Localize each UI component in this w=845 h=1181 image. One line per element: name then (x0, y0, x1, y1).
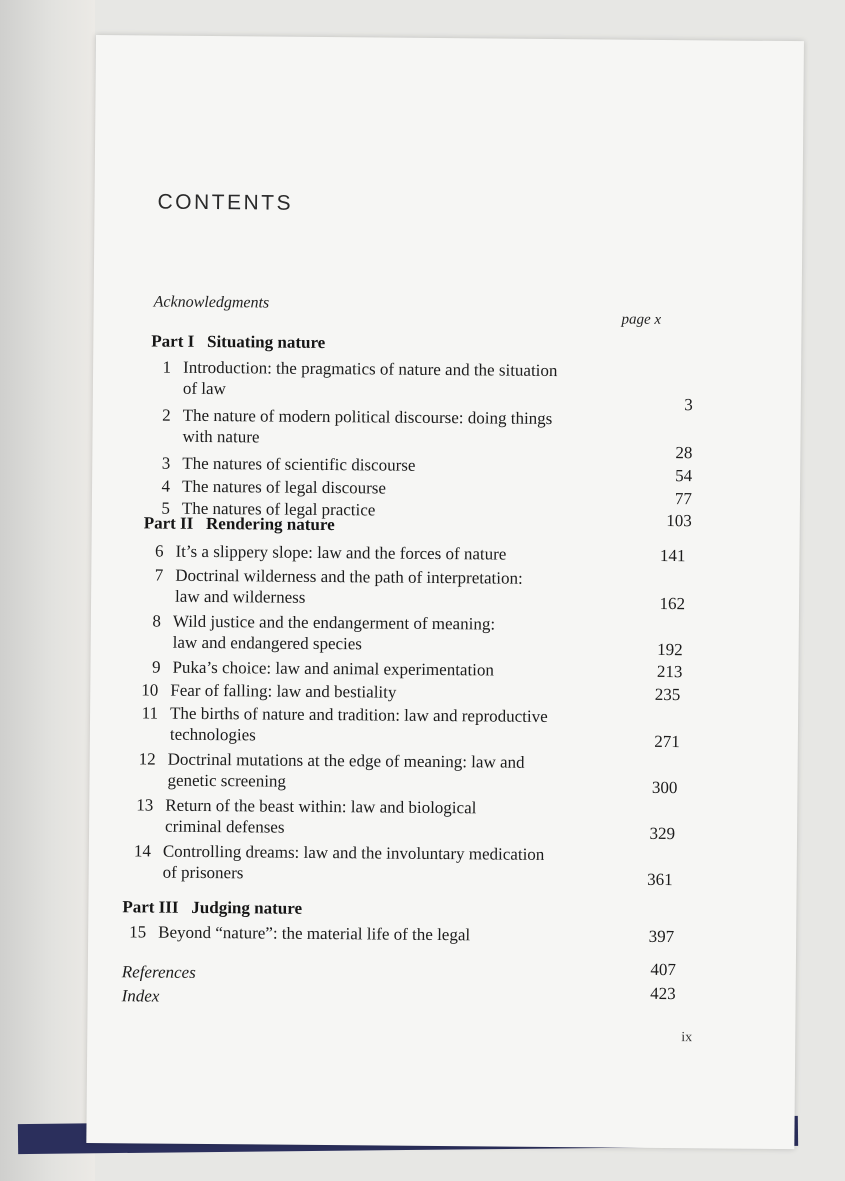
toc-entry (118, 920, 688, 949)
chapter-page: 141 (659, 545, 686, 566)
chapter-page: 235 (654, 684, 681, 705)
part-label: Part II (143, 513, 194, 533)
part-title: Rendering nature (205, 513, 335, 535)
chapter-title-continued: of law (182, 378, 226, 399)
toc-entry (127, 747, 687, 798)
chapter-title-continued: law and endangered species (172, 632, 363, 654)
chapter-page: 77 (674, 489, 693, 509)
chapter-title: The natures of legal practice (181, 498, 376, 520)
chapter-page: 192 (657, 639, 683, 660)
toc-entry (123, 839, 683, 890)
chapter-number: 12 (138, 749, 156, 769)
toc-entry (125, 793, 685, 844)
toc-entry (133, 609, 693, 660)
book-gutter (0, 0, 95, 1181)
chapter-title-continued: law and wilderness (175, 586, 306, 607)
chapter-page: 213 (656, 661, 683, 682)
chapter-page: 300 (651, 777, 678, 798)
chapter-number: 1 (162, 357, 172, 377)
references-page: 407 (650, 959, 676, 980)
chapter-title: Wild justice and the endangerment of meaning: (172, 611, 496, 634)
chapter-title: Beyond “nature”: the material life of the legal (158, 922, 471, 945)
chapter-title-continued: genetic screening (167, 770, 287, 791)
part-heading (122, 897, 302, 919)
chapter-title: The births of nature and tradition: law and reproductive (170, 703, 548, 726)
index-label: Index (121, 986, 160, 1006)
chapter-number: 6 (154, 541, 164, 561)
index-page: 423 (650, 983, 676, 1004)
chapter-page: 397 (648, 926, 675, 947)
chapter-title: The nature of modern political discourse: doing things (182, 405, 553, 428)
chapter-number: 8 (152, 611, 161, 631)
chapter-number: 5 (161, 498, 170, 518)
chapter-page: 361 (647, 869, 673, 890)
chapter-page: 103 (666, 510, 692, 531)
chapter-page: 162 (659, 593, 686, 614)
chapter-number: 15 (129, 922, 147, 942)
part-heading (151, 331, 325, 353)
chapter-number: 13 (136, 795, 154, 815)
acknowledgments-label: Acknowledgments (153, 293, 270, 312)
chapter-number: 4 (161, 476, 171, 496)
chapter-number: 10 (141, 680, 159, 700)
chapter-title: Controlling dreams: law and the involuntary medication (162, 841, 545, 864)
chapter-title: Fear of falling: law and bestiality (170, 680, 397, 702)
chapter-number: 3 (161, 453, 171, 473)
chapter-number: 11 (141, 703, 159, 723)
chapter-number: 2 (162, 405, 171, 425)
chapter-title: The natures of legal discourse (181, 476, 387, 498)
page-title: CONTENTS (157, 190, 294, 215)
chapter-title-continued: criminal defenses (165, 816, 285, 837)
chapter-page: 271 (654, 731, 680, 752)
chapter-number: 7 (154, 565, 164, 585)
chapter-title: Puka’s choice: law and animal experimentation (172, 657, 495, 680)
references-label: References (121, 962, 196, 982)
chapter-page: 329 (649, 823, 676, 844)
toc-entry (130, 701, 690, 752)
chapter-number: 14 (133, 841, 151, 861)
chapter-title-continued: technologies (169, 724, 256, 745)
chapter-page: 54 (675, 466, 693, 486)
part-title: Judging nature (191, 897, 303, 918)
toc-entry (143, 355, 703, 415)
chapter-page: 3 (684, 395, 693, 415)
toc-entry (135, 563, 695, 614)
chapter-number: 9 (151, 657, 161, 677)
page-number: ix (681, 1030, 693, 1046)
chapter-title: Doctrinal mutations at the edge of meaning: law and (167, 749, 525, 772)
chapter-title: Return of the beast within: law and biological (165, 795, 477, 818)
chapter-title-continued: of prisoners (162, 862, 244, 883)
chapter-title: The natures of scientific discourse (182, 453, 416, 475)
chapter-title-continued: with nature (182, 426, 260, 447)
part-label: Part III (122, 897, 179, 917)
toc-entry (142, 403, 702, 463)
book-page (86, 35, 804, 1149)
part-heading (144, 513, 335, 535)
chapter-title: Doctrinal wilderness and the path of interpretation: (175, 565, 523, 588)
chapter-title: It’s a slippery slope: law and the forces of nature (175, 541, 507, 564)
chapter-page: 28 (675, 443, 693, 463)
part-title: Situating nature (206, 331, 326, 353)
acknowledgments-page: page x (621, 311, 662, 328)
chapter-title: Introduction: the pragmatics of nature and the situation (183, 357, 558, 381)
part-label: Part I (151, 331, 195, 351)
